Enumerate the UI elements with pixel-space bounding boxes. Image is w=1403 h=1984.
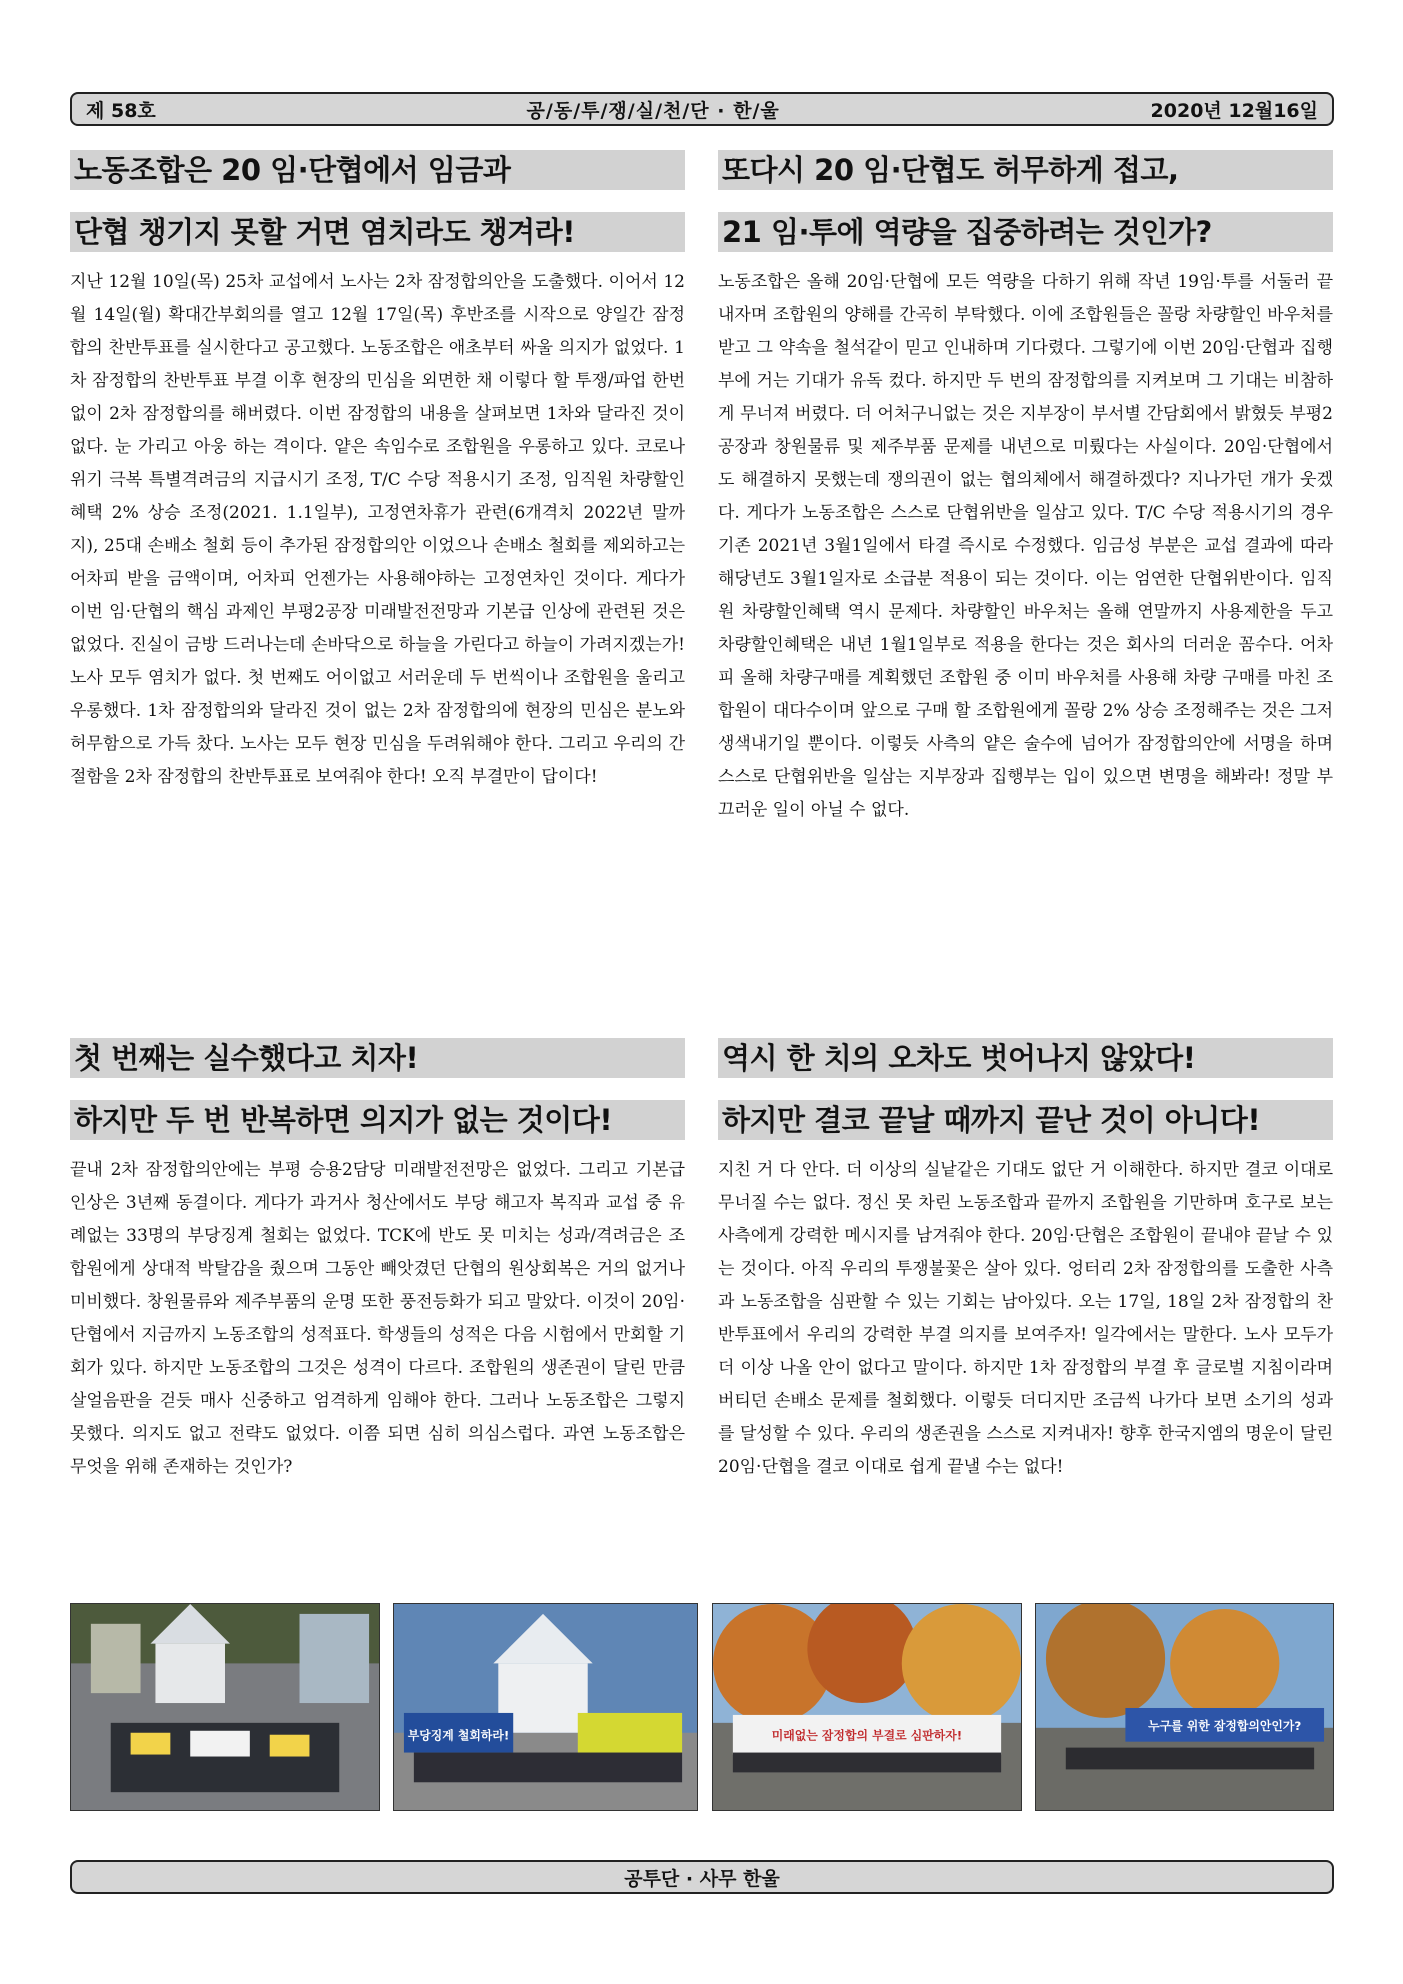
newsletter-header [70, 92, 1334, 126]
article-2 [718, 150, 1333, 1026]
photo-strip [70, 1603, 1334, 1811]
rally-photo-3 [712, 1603, 1022, 1811]
rally-photo-2 [393, 1603, 698, 1811]
article-2-headline-1: 또다시 20 임·단협도 허무하게 접고, [718, 150, 1333, 190]
article-1-headline-1: 노동조합은 20 임·단협에서 임금과 [70, 150, 685, 190]
rally-photo-1 [70, 1603, 380, 1811]
article-4-headline-1: 역시 한 치의 오차도 벗어나지 않았다! [718, 1038, 1333, 1078]
article-4-headline-2: 하지만 결코 끝날 때까지 끝난 것이 아니다! [718, 1100, 1333, 1140]
issue-number: 제 58호 [86, 99, 156, 122]
rally-photo-4 [1035, 1603, 1334, 1811]
article-4 [718, 1038, 1333, 1590]
issue-date: 2020년 12월16일 [1150, 99, 1318, 122]
article-3-headline-2: 하지만 두 번 반복하면 의지가 없는 것이다! [70, 1100, 685, 1140]
footer-text: 공투단 · 사무 한울 [624, 1867, 780, 1890]
article-3 [70, 1038, 685, 1590]
article-1-body: 지난 12월 10일(목) 25차 교섭에서 노사는 2차 잠정합의안을 도출했다. 이어서 12월 14일(월) 확대간부회의를 열고 12월 17일(목) 후반조를 시작으로 양일간 잠정합의 찬반투표를 실시한다고 공고했다. 노동조합은 애초부터 싸울 의지가 없었다. 1차 잠정합의 찬반투표 부결 이후 현장의 민심을 외면한 채 이렇다 할 투쟁/파업 한번 없이 2차 잠정합의를 해버렸다. 이번 잠정합의 내용을 살펴보면 1차와 달라진 것이 없다. 눈 가리고 아웅 하는 격이다. 얕은 속임수로 조합원을 우롱하고 있다. 코로나 위기 극복 특별격려금의 지급시기 조정, T/C 수당 적용시기 조정, 임직원 차량할인혜택 2% 상승 조정(2021. 1.1일부), 고정연차휴가 관련(6개격치 2022년 말까지), 25대 손배소 철회 등이 추가된 잠정합의안 이었으나 손배소 철회를 제외하고는 어차피 받을 금액이며, 어차피 언젠가는 사용해야하는 고정연차인 것이다. 게다가 이번 임·단협의 핵심 과제인 부평2공장 미래발전전망과 기본급 인상에 관련된 것은 없었다. 진실이 금방 드러나는데 손바닥으로 하늘을 가린다고 하늘이 가려지겠는가! 노사 모두 염치가 없다. 첫 번째도 어이없고 서러운데 두 번씩이나 조합원을 울리고 우롱했다. 1차 잠정합의와 달라진 것이 없는 2차 잠정합의에 현장의 민심은 분노와 허무함으로 가득 찼다. 노사는 모두 현장 민심을 두려워해야 한다. 그리고 우리의 간절함을 2차 잠정합의 찬반투표로 보여줘야 한다! 오직 부결만이 답이다! [70, 272, 685, 787]
newsletter-title: 공/동/투/쟁/실/천/단 · 한/울 [526, 99, 780, 122]
banner-text-4: 누구를 위한 잠정합의안인가? [1148, 1718, 1302, 1733]
banner-text-2: 부당징계 철회하라! [407, 1728, 510, 1743]
newsletter-footer [70, 1860, 1334, 1894]
article-2-body: 노동조합은 올해 20임·단협에 모든 역량을 다하기 위해 작년 19임·투를 서둘러 끝내자며 조합원의 양해를 간곡히 부탁했다. 이에 조합원들은 꼴랑 차량할인 바우처를 받고 그 약속을 철석같이 믿고 인내하며 기다렸다. 그렇기에 이번 20임·단협과 집행부에 거는 기대가 유독 컸다. 하지만 두 번의 잠정합의를 지켜보며 그 기대는 비참하게 무너져 버렸다. 더 어처구니없는 것은 지부장이 부서별 간담회에서 밝혔듯 부평2공장과 창원물류 및 제주부품 문제를 내년으로 미뤘다는 사실이다. 20임·단협에서도 해결하지 못했는데 쟁의권이 없는 협의체에서 해결하겠다? 지나가던 개가 웃겠다. 게다가 노동조합은 스스로 단협위반을 일삼고 있다. T/C 수당 적용시기의 경우 기존 2021년 3월1일에서 타결 즉시로 수정했다. 임금성 부분은 교섭 결과에 따라 해당년도 3월1일자로 소급분 적용이 되는 것이다. 이는 엄연한 단협위반이다. 임직원 차량할인혜택 역시 문제다. 차량할인 바우처는 올해 연말까지 사용제한을 두고 차량할인혜택은 내년 1월1일부로 적용을 한다는 것은 회사의 더러운 꼼수다. 어차피 올해 차량구매를 계획했던 조합원 중 이미 바우처를 사용해 차량 구매를 마친 조합원이 대다수이며 앞으로 구매 할 조합원에게 꼴랑 2% 상승 조정해주는 것은 그저 생색내기일 뿐이다. 이렇듯 사측의 얕은 술수에 넘어가 잠정합의안에 서명을 하며 스스로 단협위반을 일삼는 지부장과 집행부는 입이 있으면 변명을 해봐라! 정말 부끄러운 일이 아닐 수 없다. [718, 272, 1333, 820]
article-3-headline-1: 첫 번째는 실수했다고 치자! [70, 1038, 685, 1078]
article-3-body: 끝내 2차 잠정합의안에는 부평 승용2담당 미래발전전망은 없었다. 그리고 기본급 인상은 3년째 동결이다. 게다가 과거사 청산에서도 부당 해고자 복직과 교섭 중 유례없는 33명의 부당징계 철회는 없었다. TCK에 반도 못 미치는 성과/격려금은 조합원에게 상대적 박탈감을 줬으며 그동안 빼앗겼던 단협의 원상회복은 거의 없거나 미비했다. 창원물류와 제주부품의 운명 또한 풍전등화가 되고 말았다. 이것이 20임·단협에서 지금까지 노동조합의 성적표다. 학생들의 성적은 다음 시험에서 만회할 기회가 있다. 하지만 노동조합의 그것은 성격이 다르다. 조합원의 생존권이 달린 만큼 살얼음판을 걷듯 매사 신중하고 엄격하게 임해야 한다. 그러나 노동조합은 그렇지 못했다. 의지도 없고 전략도 없었다. 이쯤 되면 심히 의심스럽다. 과연 노동조합은 무엇을 위해 존재하는 것인가? [70, 1160, 685, 1477]
article-2-headline-2: 21 임·투에 역량을 집중하려는 것인가? [718, 212, 1333, 252]
banner-text-3: 미래없는 잠정합의 부결로 심판하자! [771, 1728, 963, 1743]
article-1-headline-2: 단협 챙기지 못할 거면 염치라도 챙겨라! [70, 212, 685, 252]
article-1 [70, 150, 685, 1026]
article-4-body: 지친 거 다 안다. 더 이상의 실낱같은 기대도 없단 거 이해한다. 하지만 결코 이대로 무너질 수는 없다. 정신 못 차린 노동조합과 끝까지 조합원을 기만하며 호구로 보는 사측에게 강력한 메시지를 남겨줘야 한다. 20임·단협은 조합원이 끝내야 끝날 수 있는 것이다. 아직 우리의 투쟁불꽃은 살아 있다. 엉터리 2차 잠정합의를 도출한 사측과 노동조합을 심판할 수 있는 기회는 남아있다. 오는 17일, 18일 2차 잠정합의 찬반투표에서 우리의 강력한 부결 의지를 보여주자! 일각에서는 말한다. 노사 모두가 더 이상 나올 안이 없다고 말이다. 하지만 1차 잠정합의 부결 후 글로벌 지침이라며 버티던 손배소 문제를 철회했다. 이렇듯 더디지만 조금씩 나가다 보면 소기의 성과를 달성할 수 있다. 우리의 생존권을 스스로 지켜내자! 향후 한국지엠의 명운이 달린 20임·단협을 결코 이대로 쉽게 끝낼 수는 없다! [718, 1160, 1333, 1477]
